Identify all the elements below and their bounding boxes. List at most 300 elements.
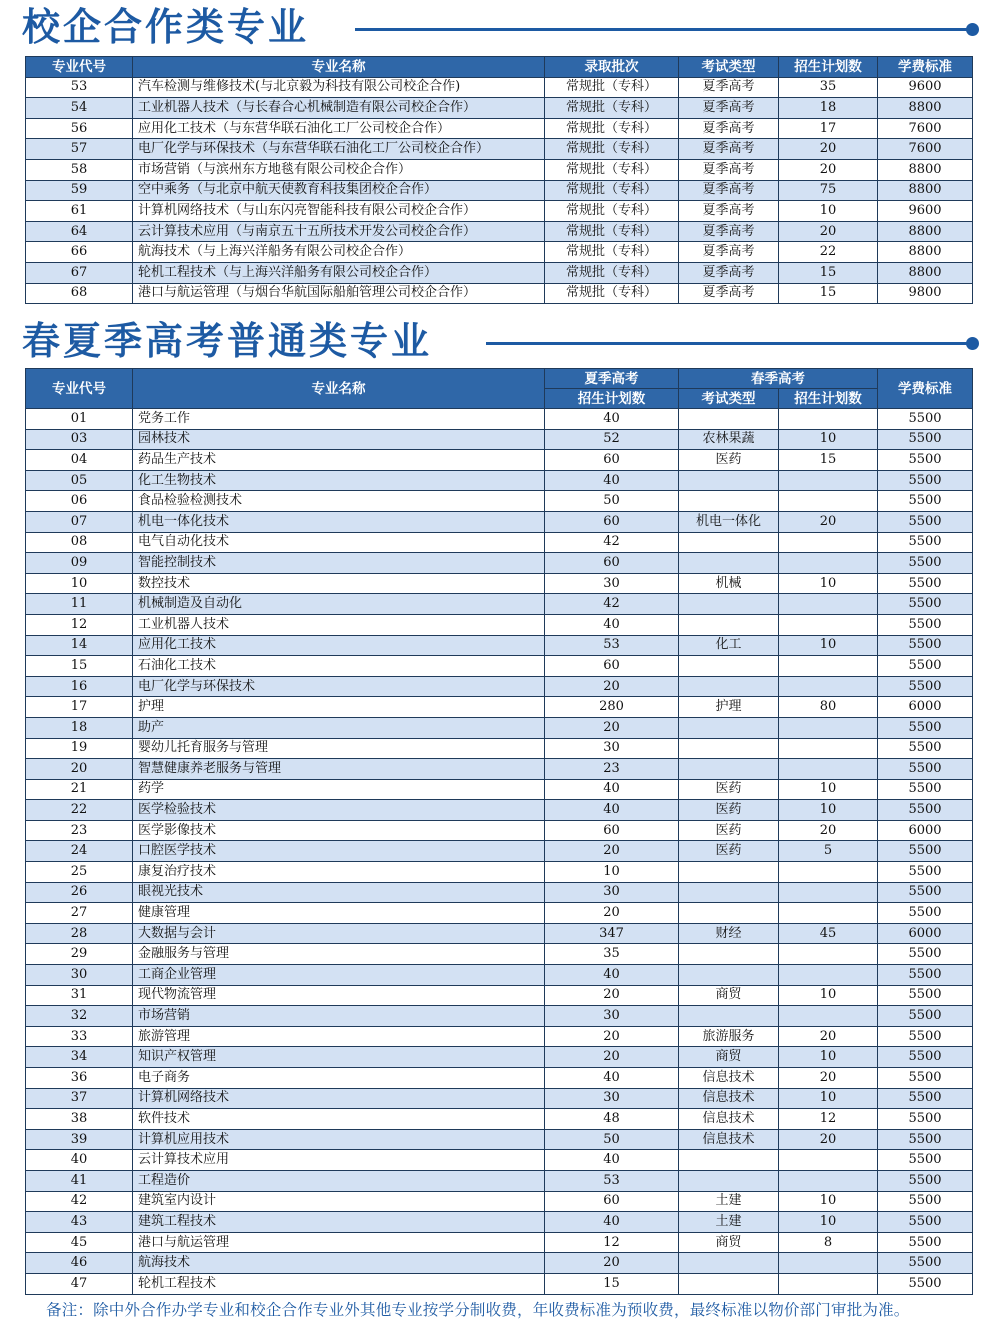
table-cell: 5500 xyxy=(878,903,973,924)
table-cell: 20 xyxy=(779,159,878,180)
table-cell: 31 xyxy=(26,985,133,1006)
col-header-batch: 录取批次 xyxy=(545,57,679,78)
school-enterprise-table xyxy=(25,56,973,304)
table-cell: 8800 xyxy=(878,262,973,283)
table-cell: 5500 xyxy=(878,1273,973,1294)
table-cell: 石油化工技术 xyxy=(133,656,545,677)
table-cell xyxy=(779,614,878,635)
table-cell xyxy=(779,738,878,759)
table-cell: 20 xyxy=(26,759,133,780)
table-cell: 夏季高考 xyxy=(679,159,779,180)
table-cell: 土建 xyxy=(679,1212,779,1233)
table-cell: 工业机器人技术 xyxy=(133,614,545,635)
table-cell xyxy=(679,1253,779,1274)
table-cell xyxy=(679,1006,779,1027)
table-cell: 5500 xyxy=(878,1191,973,1212)
section2-title-rule xyxy=(486,342,975,345)
table-cell: 8800 xyxy=(878,242,973,263)
table-cell: 电厂化学与环保技术（与东营华联石油化工厂公司校企合作） xyxy=(133,139,545,160)
table-cell: 护理 xyxy=(679,697,779,718)
table-cell: 22 xyxy=(26,800,133,821)
col-header-fee: 学费标准 xyxy=(878,57,973,78)
table-cell: 商贸 xyxy=(679,1232,779,1253)
regular-majors-table xyxy=(25,368,973,1295)
table-cell: 机电一体化技术 xyxy=(133,511,545,532)
table-cell: 计算机网络技术 xyxy=(133,1088,545,1109)
table-cell: 航海技术（与上海兴洋船务有限公司校企合作） xyxy=(133,242,545,263)
table-cell: 5500 xyxy=(878,738,973,759)
table-cell: 7600 xyxy=(878,139,973,160)
table-cell: 5500 xyxy=(878,1232,973,1253)
table-cell: 5500 xyxy=(878,1109,973,1130)
table-row xyxy=(26,614,973,635)
table-row xyxy=(26,923,973,944)
table-cell: 港口与航运管理（与烟台华航国际船舶管理公司校企合作） xyxy=(133,283,545,304)
table-cell xyxy=(779,1273,878,1294)
table-cell: 商贸 xyxy=(679,1047,779,1068)
table-cell xyxy=(779,944,878,965)
table-cell xyxy=(779,594,878,615)
table-cell: 云计算技术应用 xyxy=(133,1150,545,1171)
table-row xyxy=(26,98,973,119)
table-row xyxy=(26,779,973,800)
table-row xyxy=(26,1191,973,1212)
table-cell xyxy=(679,944,779,965)
table-row xyxy=(26,697,973,718)
table-row xyxy=(26,862,973,883)
table-cell: 60 xyxy=(545,450,679,471)
table-cell: 工程造价 xyxy=(133,1170,545,1191)
table-cell: 17 xyxy=(26,697,133,718)
table-cell: 09 xyxy=(26,553,133,574)
table-row xyxy=(26,903,973,924)
table-cell: 25 xyxy=(26,862,133,883)
table-cell: 53 xyxy=(545,1170,679,1191)
table-cell: 智慧健康养老服务与管理 xyxy=(133,759,545,780)
table-cell: 12 xyxy=(545,1232,679,1253)
table-row xyxy=(26,139,973,160)
table-cell: 5500 xyxy=(878,656,973,677)
table-cell: 信息技术 xyxy=(679,1088,779,1109)
table-cell: 19 xyxy=(26,738,133,759)
table-cell: 5500 xyxy=(878,779,973,800)
table-cell: 港口与航运管理 xyxy=(133,1232,545,1253)
table-cell: 建筑工程技术 xyxy=(133,1212,545,1233)
table-cell: 28 xyxy=(26,923,133,944)
col-header-summer-plan: 招生计划数 xyxy=(545,389,679,409)
table-cell xyxy=(679,882,779,903)
table-cell: 42 xyxy=(26,1191,133,1212)
col-header-exam-type: 考试类型 xyxy=(679,57,779,78)
table-cell: 33 xyxy=(26,1026,133,1047)
table-cell xyxy=(779,553,878,574)
col-header-name: 专业名称 xyxy=(133,369,545,409)
table-row xyxy=(26,491,973,512)
table-cell: 商贸 xyxy=(679,985,779,1006)
table-row xyxy=(26,882,973,903)
table-cell: 6000 xyxy=(878,697,973,718)
table-cell: 15 xyxy=(779,262,878,283)
table-cell: 10 xyxy=(779,800,878,821)
table-cell: 5500 xyxy=(878,491,973,512)
table-cell: 5500 xyxy=(878,1088,973,1109)
table-cell: 5500 xyxy=(878,965,973,986)
table-cell: 48 xyxy=(545,1109,679,1130)
table-cell: 8800 xyxy=(878,221,973,242)
table-cell: 食品检验检测技术 xyxy=(133,491,545,512)
table-row xyxy=(26,242,973,263)
table-row xyxy=(26,841,973,862)
table-cell: 夏季高考 xyxy=(679,221,779,242)
table-cell: 10 xyxy=(779,429,878,450)
table-cell xyxy=(679,553,779,574)
col-header-code: 专业代号 xyxy=(26,57,133,78)
table-cell: 20 xyxy=(545,1047,679,1068)
table-row xyxy=(26,1026,973,1047)
table-cell: 15 xyxy=(545,1273,679,1294)
table-cell: 5500 xyxy=(878,1150,973,1171)
table-cell: 5500 xyxy=(878,635,973,656)
table-cell xyxy=(679,738,779,759)
table-cell: 夏季高考 xyxy=(679,201,779,222)
table-row xyxy=(26,738,973,759)
table-cell: 土建 xyxy=(679,1191,779,1212)
table-cell: 20 xyxy=(545,985,679,1006)
table-cell xyxy=(779,409,878,430)
table-cell: 婴幼儿托育服务与管理 xyxy=(133,738,545,759)
table-cell: 30 xyxy=(545,882,679,903)
table-cell: 24 xyxy=(26,841,133,862)
table-cell: 01 xyxy=(26,409,133,430)
table-cell: 园林技术 xyxy=(133,429,545,450)
table-row xyxy=(26,1006,973,1027)
table-cell: 夏季高考 xyxy=(679,242,779,263)
table-row xyxy=(26,676,973,697)
table-cell: 20 xyxy=(545,717,679,738)
table-cell: 280 xyxy=(545,697,679,718)
table-row xyxy=(26,283,973,304)
table-cell: 电子商务 xyxy=(133,1068,545,1089)
table-cell: 40 xyxy=(26,1150,133,1171)
table-row xyxy=(26,1129,973,1150)
table-cell: 29 xyxy=(26,944,133,965)
table-cell: 健康管理 xyxy=(133,903,545,924)
table-cell xyxy=(779,903,878,924)
table-cell: 5500 xyxy=(878,985,973,1006)
table-cell: 40 xyxy=(545,965,679,986)
table-cell: 市场营销（与滨州东方地毯有限公司校企合作） xyxy=(133,159,545,180)
table-cell: 5500 xyxy=(878,409,973,430)
table-cell: 52 xyxy=(545,429,679,450)
table-cell: 党务工作 xyxy=(133,409,545,430)
table-cell xyxy=(779,882,878,903)
table-row xyxy=(26,820,973,841)
table-cell: 18 xyxy=(779,98,878,119)
table-cell xyxy=(779,1170,878,1191)
table-cell: 5500 xyxy=(878,429,973,450)
table-cell: 旅游管理 xyxy=(133,1026,545,1047)
table-cell: 9800 xyxy=(878,283,973,304)
table-cell: 夏季高考 xyxy=(679,262,779,283)
table-cell: 43 xyxy=(26,1212,133,1233)
table-cell: 云计算技术应用（与南京五十五所技术开发公司校企合作） xyxy=(133,221,545,242)
table-cell: 10 xyxy=(779,201,878,222)
table-row xyxy=(26,1273,973,1294)
table-row xyxy=(26,717,973,738)
table-cell: 5500 xyxy=(878,717,973,738)
table-cell: 信息技术 xyxy=(679,1109,779,1130)
table-cell: 30 xyxy=(545,1006,679,1027)
table-cell: 40 xyxy=(545,1212,679,1233)
table-row xyxy=(26,532,973,553)
table-cell: 5500 xyxy=(878,1026,973,1047)
table-row xyxy=(26,1068,973,1089)
table-cell xyxy=(679,614,779,635)
table-cell xyxy=(779,676,878,697)
table-cell: 5500 xyxy=(878,614,973,635)
table-cell: 10 xyxy=(779,573,878,594)
table-cell: 40 xyxy=(545,1068,679,1089)
table-cell: 35 xyxy=(779,77,878,98)
table-cell: 5500 xyxy=(878,1253,973,1274)
table-row xyxy=(26,1047,973,1068)
table-row xyxy=(26,594,973,615)
table-cell: 轮机工程技术（与上海兴洋船务有限公司校企合作） xyxy=(133,262,545,283)
table-cell xyxy=(779,862,878,883)
table-cell: 夏季高考 xyxy=(679,180,779,201)
table-cell xyxy=(679,594,779,615)
table-cell: 27 xyxy=(26,903,133,924)
table-cell xyxy=(779,759,878,780)
table-cell: 42 xyxy=(545,532,679,553)
table-cell: 40 xyxy=(545,470,679,491)
footnote: 备注：除中外合作办学专业和校企合作专业外其他专业按学分制收费，年收费标准为预收费，最终标准以物价部门审批为准。 xyxy=(46,1301,910,1319)
table-cell xyxy=(679,491,779,512)
table-cell: 金融服务与管理 xyxy=(133,944,545,965)
table-cell: 医药 xyxy=(679,779,779,800)
table-cell: 10 xyxy=(779,1047,878,1068)
table-cell xyxy=(679,470,779,491)
table-cell: 10 xyxy=(779,1191,878,1212)
table-cell: 化工生物技术 xyxy=(133,470,545,491)
table-cell: 5500 xyxy=(878,800,973,821)
table-cell xyxy=(779,1150,878,1171)
table-row xyxy=(26,511,973,532)
col-header-fee: 学费标准 xyxy=(878,369,973,409)
table-cell: 常规批（专科） xyxy=(545,98,679,119)
table-cell: 20 xyxy=(545,1026,679,1047)
table-cell: 15 xyxy=(779,450,878,471)
table-cell: 空中乘务（与北京中航天使教育科技集团校企合作） xyxy=(133,180,545,201)
table-row xyxy=(26,656,973,677)
table-row xyxy=(26,1212,973,1233)
table-row xyxy=(26,1150,973,1171)
table-cell: 医药 xyxy=(679,800,779,821)
col-header-spring-plan: 招生计划数 xyxy=(779,389,878,409)
table-cell: 54 xyxy=(26,98,133,119)
table-cell: 04 xyxy=(26,450,133,471)
table-cell: 护理 xyxy=(133,697,545,718)
table-cell: 计算机网络技术（与山东闪亮智能科技有限公司校企合作） xyxy=(133,201,545,222)
table-cell: 06 xyxy=(26,491,133,512)
table-cell: 20 xyxy=(779,1026,878,1047)
table-cell: 60 xyxy=(545,820,679,841)
table-cell: 38 xyxy=(26,1109,133,1130)
table-cell: 常规批（专科） xyxy=(545,283,679,304)
table-cell: 32 xyxy=(26,1006,133,1027)
table-cell: 5500 xyxy=(878,1047,973,1068)
table-cell: 5500 xyxy=(878,470,973,491)
table-row xyxy=(26,553,973,574)
table-row xyxy=(26,450,973,471)
table-cell: 5500 xyxy=(878,676,973,697)
table-cell: 34 xyxy=(26,1047,133,1068)
table-cell: 75 xyxy=(779,180,878,201)
table-cell: 6000 xyxy=(878,923,973,944)
table-cell: 9600 xyxy=(878,77,973,98)
table-cell: 36 xyxy=(26,1068,133,1089)
table-cell: 30 xyxy=(26,965,133,986)
table-cell: 40 xyxy=(545,800,679,821)
table-cell xyxy=(779,1006,878,1027)
table-cell: 17 xyxy=(779,118,878,139)
table-row xyxy=(26,221,973,242)
table-cell xyxy=(779,717,878,738)
table-cell: 23 xyxy=(26,820,133,841)
table-cell: 10 xyxy=(779,635,878,656)
table-cell: 5500 xyxy=(878,450,973,471)
table-row xyxy=(26,77,973,98)
table-cell: 常规批（专科） xyxy=(545,201,679,222)
table-cell: 夏季高考 xyxy=(679,139,779,160)
table-cell xyxy=(679,759,779,780)
table-cell: 智能控制技术 xyxy=(133,553,545,574)
table-cell: 40 xyxy=(545,409,679,430)
table-cell xyxy=(679,1273,779,1294)
table-cell: 化工 xyxy=(679,635,779,656)
table-cell: 20 xyxy=(545,676,679,697)
table-cell: 5500 xyxy=(878,594,973,615)
table-cell: 医学检验技术 xyxy=(133,800,545,821)
table-cell: 航海技术 xyxy=(133,1253,545,1274)
section1-title-dot xyxy=(966,23,979,36)
table-cell: 60 xyxy=(545,656,679,677)
table-cell: 建筑室内设计 xyxy=(133,1191,545,1212)
table-cell: 口腔医学技术 xyxy=(133,841,545,862)
table-header-row xyxy=(26,369,973,389)
table-cell: 常规批（专科） xyxy=(545,159,679,180)
table-row xyxy=(26,262,973,283)
table-cell xyxy=(679,676,779,697)
table-cell xyxy=(679,1170,779,1191)
table-row xyxy=(26,800,973,821)
table-cell: 市场营销 xyxy=(133,1006,545,1027)
table-cell: 机电一体化 xyxy=(679,511,779,532)
table-row xyxy=(26,1232,973,1253)
section2-title-dot xyxy=(966,337,979,350)
table-cell: 眼视光技术 xyxy=(133,882,545,903)
table-cell: 夏季高考 xyxy=(679,98,779,119)
table-cell: 5500 xyxy=(878,1170,973,1191)
table-cell: 20 xyxy=(545,903,679,924)
table-cell: 汽车检测与维修技术(与北京毅为科技有限公司校企合作) xyxy=(133,77,545,98)
table-cell: 电气自动化技术 xyxy=(133,532,545,553)
table-cell: 03 xyxy=(26,429,133,450)
table-cell: 医药 xyxy=(679,450,779,471)
table-cell: 57 xyxy=(26,139,133,160)
table-cell: 08 xyxy=(26,532,133,553)
col-header-code: 专业代号 xyxy=(26,369,133,409)
table-cell: 助产 xyxy=(133,717,545,738)
table-cell: 64 xyxy=(26,221,133,242)
table-cell: 5500 xyxy=(878,532,973,553)
table-row xyxy=(26,573,973,594)
table-cell xyxy=(779,491,878,512)
table-cell: 12 xyxy=(26,614,133,635)
table-row xyxy=(26,944,973,965)
table-cell: 大数据与会计 xyxy=(133,923,545,944)
table-cell: 30 xyxy=(545,573,679,594)
table-cell: 5500 xyxy=(878,1068,973,1089)
table-cell: 5500 xyxy=(878,553,973,574)
table-cell: 22 xyxy=(779,242,878,263)
table-cell: 10 xyxy=(779,779,878,800)
table-cell: 医药 xyxy=(679,841,779,862)
table-cell: 8800 xyxy=(878,98,973,119)
table-cell: 14 xyxy=(26,635,133,656)
table-cell xyxy=(679,409,779,430)
table-cell: 26 xyxy=(26,882,133,903)
table-cell: 5 xyxy=(779,841,878,862)
table-cell xyxy=(679,656,779,677)
table-cell: 20 xyxy=(545,841,679,862)
table-cell: 药品生产技术 xyxy=(133,450,545,471)
table-cell: 37 xyxy=(26,1088,133,1109)
table-cell: 8800 xyxy=(878,180,973,201)
table-cell: 20 xyxy=(779,139,878,160)
table-cell: 20 xyxy=(779,1068,878,1089)
table-cell: 30 xyxy=(545,1088,679,1109)
table-cell: 工商企业管理 xyxy=(133,965,545,986)
col-header-name: 专业名称 xyxy=(133,57,545,78)
table-cell: 旅游服务 xyxy=(679,1026,779,1047)
table-cell xyxy=(679,965,779,986)
table-cell: 常规批（专科） xyxy=(545,262,679,283)
table-cell: 50 xyxy=(545,491,679,512)
table-cell: 电厂化学与环保技术 xyxy=(133,676,545,697)
table-cell: 59 xyxy=(26,180,133,201)
table-cell: 信息技术 xyxy=(679,1068,779,1089)
table-cell: 8 xyxy=(779,1232,878,1253)
table-cell xyxy=(679,1150,779,1171)
table-cell: 10 xyxy=(26,573,133,594)
table-cell: 10 xyxy=(779,1088,878,1109)
table-cell: 47 xyxy=(26,1273,133,1294)
table-cell: 7600 xyxy=(878,118,973,139)
table-cell: 67 xyxy=(26,262,133,283)
table-row xyxy=(26,759,973,780)
section1-title-rule xyxy=(355,28,975,31)
table-cell: 常规批（专科） xyxy=(545,242,679,263)
table-cell: 30 xyxy=(545,738,679,759)
table-cell: 60 xyxy=(545,511,679,532)
table-cell: 医药 xyxy=(679,820,779,841)
table-cell: 50 xyxy=(545,1129,679,1150)
table-cell: 5500 xyxy=(878,1006,973,1027)
table-cell: 39 xyxy=(26,1129,133,1150)
table-cell: 60 xyxy=(545,553,679,574)
table-cell: 5500 xyxy=(878,1129,973,1150)
